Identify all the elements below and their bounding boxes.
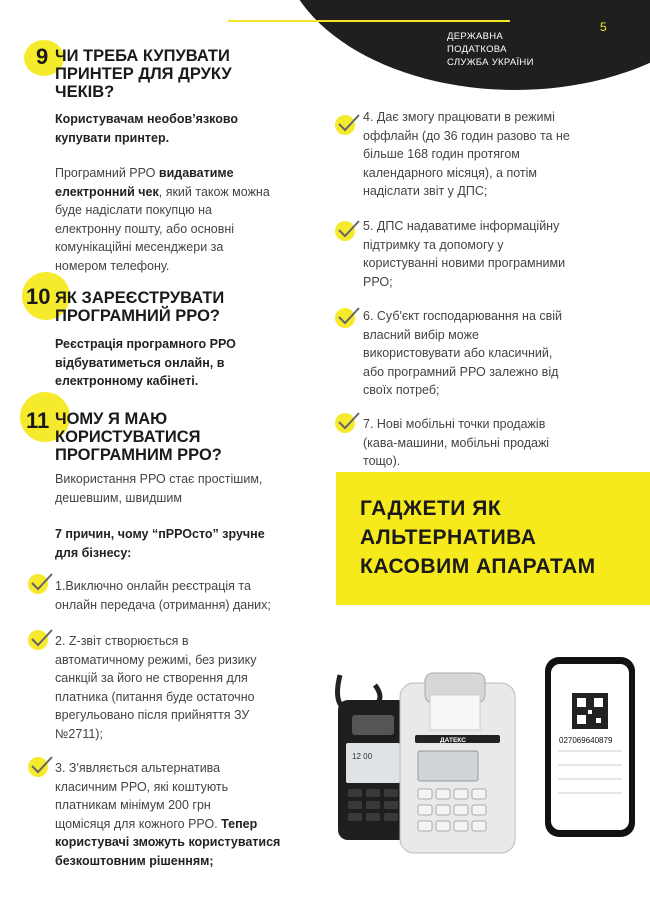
check-icon xyxy=(28,754,54,778)
text-line: номером телефону. xyxy=(55,258,170,273)
text-line: 6. Суб'єкт господарювання на свій xyxy=(363,309,563,323)
text-line: тощо). xyxy=(363,454,401,468)
title-line: ЧИ ТРЕБА КУПУВАТИ xyxy=(55,47,230,65)
title-line: ЧЕКІВ? xyxy=(55,83,115,101)
phone-number: 027069640879 xyxy=(559,736,613,745)
paragraph xyxy=(55,470,262,507)
list-item xyxy=(363,415,549,471)
check-icon xyxy=(335,218,361,242)
title-line: ПРИНТЕР ДЛЯ ДРУКУ xyxy=(55,65,232,83)
text-line: більше 168 годин протягом xyxy=(363,147,520,161)
text-line: використовувати або класичний, xyxy=(363,346,553,360)
title-line: ЯК ЗАРЕЄСТРУВАТИ xyxy=(55,289,225,307)
text-line: безкоштовним рішенням; xyxy=(55,853,214,868)
text-line: санкцій за його не створення для xyxy=(55,671,248,685)
list-item xyxy=(55,759,280,870)
card-terminal xyxy=(338,700,408,840)
text-line: 5. ДПС надаватиме інформаційну xyxy=(363,219,560,233)
printer-brand: ДАТЕКС xyxy=(440,737,466,744)
question-number: 9 xyxy=(36,44,49,69)
text-line: користуванні новими програмними xyxy=(363,256,566,270)
text-line: 2. Z-звіт створюється в xyxy=(55,634,189,648)
bold-span: видаватиме xyxy=(158,166,234,180)
banner-line: КАСОВИМ АПАРАТАМ xyxy=(360,555,596,578)
text-line: РРО; xyxy=(363,274,393,289)
text-line: власний вибір може xyxy=(363,327,479,342)
text-line: класичним РРО, які коштують xyxy=(55,779,229,794)
text-line: календарного місяця), а потім xyxy=(363,165,537,180)
text-line: Використання РРО стає простішим, xyxy=(55,472,263,486)
reasons-heading xyxy=(55,525,265,562)
text-line: відбуватиметься онлайн, в xyxy=(55,355,225,370)
agency-line: ПОДАТКОВА xyxy=(447,44,507,55)
text-line: для бізнесу: xyxy=(55,545,132,560)
bold-span: Тепер xyxy=(221,816,258,831)
text-line: автоматичному режимі, без ризику xyxy=(55,652,257,667)
check-icon xyxy=(28,571,54,595)
banner-title xyxy=(360,494,596,581)
title-line: ЧОМУ Я МАЮ xyxy=(55,410,168,428)
text-line: 3. З'являється альтернатива xyxy=(55,761,221,775)
text-line: або програмний РРО залежно від xyxy=(363,364,559,379)
list-item xyxy=(55,632,257,743)
paragraph xyxy=(55,164,270,275)
title-line: ПРОГРАМНИМ РРО? xyxy=(55,446,222,464)
text-line: дешевшим, швидшим xyxy=(55,490,182,505)
agency-line: СЛУЖБА УКРАЇНИ xyxy=(447,57,534,68)
text-line: підтримку та допомогу у xyxy=(363,237,504,252)
text-line: 7. Нові мобільні точки продажів xyxy=(363,417,546,431)
text-line: оффлайн (до 36 годин разово та не xyxy=(363,128,570,143)
banner-line: ГАДЖЕТИ ЯК xyxy=(360,497,502,520)
text-line xyxy=(55,815,280,834)
text-span: щомісяця для кожного РРО. xyxy=(55,816,222,831)
check-icon xyxy=(335,305,361,329)
title-line: КОРИСТУВАТИСЯ xyxy=(55,428,201,446)
text-line: користувачі зможуть користуватися xyxy=(55,835,281,849)
agency-line: ДЕРЖАВНА xyxy=(447,31,504,42)
text-line: комунікаційні месенджери за xyxy=(55,240,224,254)
question-title xyxy=(55,410,222,464)
text-line: №2711); xyxy=(55,726,103,741)
answer-text xyxy=(55,110,238,147)
list-item xyxy=(363,307,562,400)
text-line: платника (питання буде остаточно xyxy=(55,689,255,704)
text-line: купувати принтер. xyxy=(55,130,170,145)
header-yellow-line xyxy=(228,20,510,22)
check-icon xyxy=(335,410,361,434)
text-span: Програмний РРО xyxy=(55,166,159,180)
terminal-screen-text: 12 00 xyxy=(352,752,373,761)
agency-name xyxy=(447,30,534,69)
check-icon xyxy=(335,112,361,136)
text-line: Реєстрація програмного РРО xyxy=(55,337,236,351)
text-line: врегульовано після прийняття ЗУ xyxy=(55,708,250,722)
cash-register xyxy=(400,673,515,853)
page-number: 5 xyxy=(600,20,607,34)
text-line: електронному кабінеті. xyxy=(55,374,199,388)
check-icon xyxy=(28,627,54,651)
text-line: 1.Виключно онлайн реєстрація та xyxy=(55,579,251,593)
question-number: 11 xyxy=(26,408,50,433)
banner-line: АЛЬТЕРНАТИВА xyxy=(360,526,537,549)
question-number: 10 xyxy=(26,284,51,309)
text-line: онлайн передача (отримання) даних; xyxy=(55,597,271,612)
text-span: , який також можна xyxy=(158,184,270,199)
text-line: (кава-машини, мобільні продажі xyxy=(363,435,550,450)
list-item xyxy=(55,577,271,614)
answer-text xyxy=(55,335,236,391)
list-item xyxy=(363,217,565,291)
text-line xyxy=(55,164,270,183)
bold-span: електронний чек xyxy=(55,184,159,199)
text-line xyxy=(55,183,270,202)
smartphone xyxy=(545,657,635,837)
devices-illustration xyxy=(330,655,650,855)
text-line: платникам мінімум 200 грн xyxy=(55,798,211,812)
text-line: Користувачам необов’язково xyxy=(55,112,239,126)
list-item xyxy=(363,108,570,201)
title-line: ПРОГРАМНИЙ РРО? xyxy=(55,307,220,325)
text-line: електронну пошту, або основні xyxy=(55,221,235,236)
question-title xyxy=(55,47,232,101)
text-line: своїх потреб; xyxy=(363,383,440,397)
question-title xyxy=(55,289,224,325)
text-line: надіслати звіт у ДПС; xyxy=(363,184,488,198)
text-line: буде надіслати покупцю на xyxy=(55,203,212,217)
text-line: 7 причин, чому “пРРОсто” зручне xyxy=(55,527,265,541)
text-line: 4. Дає змогу працювати в режимі xyxy=(363,110,555,124)
